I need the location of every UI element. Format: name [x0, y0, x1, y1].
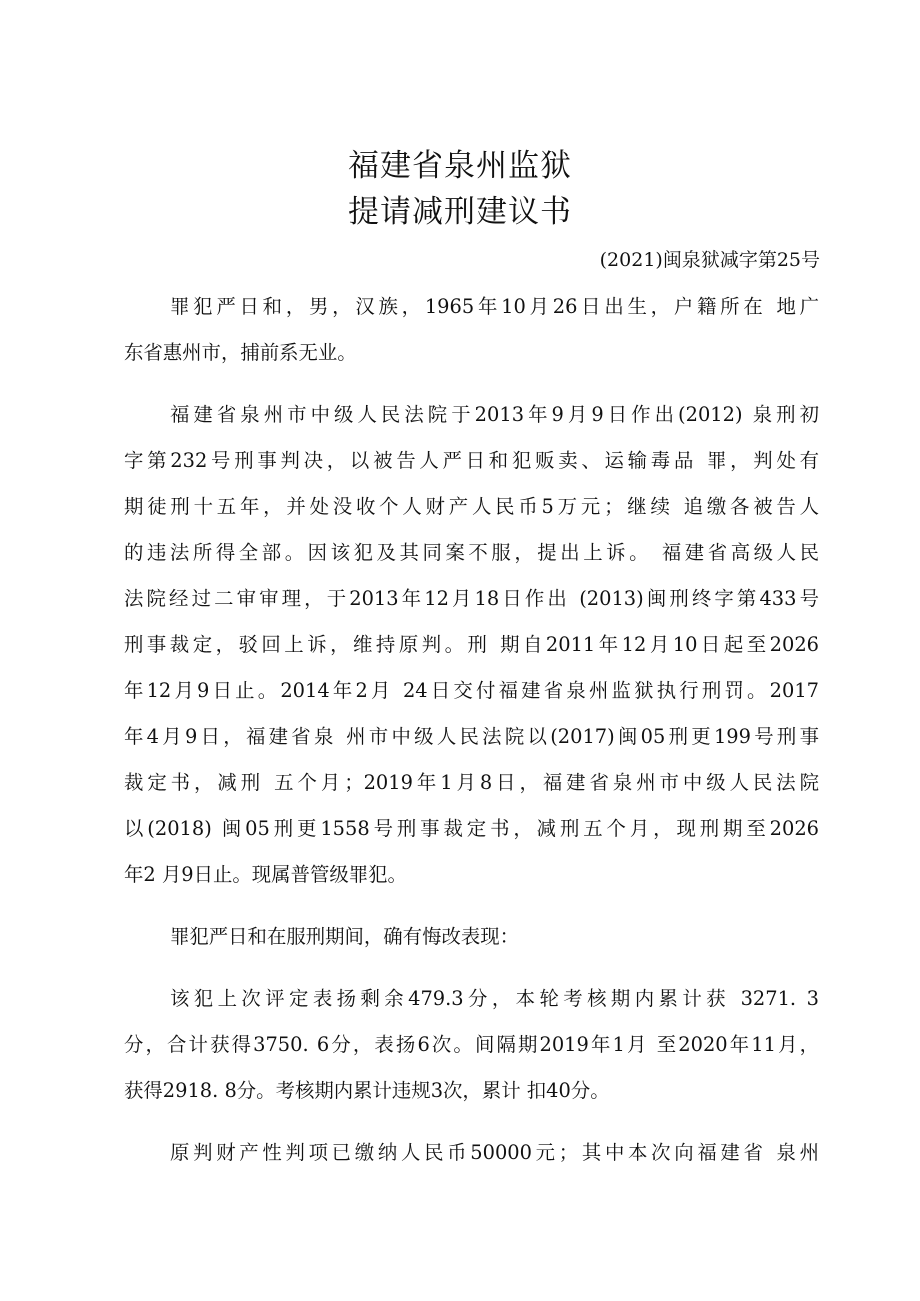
text-line: 以(2018) 闽05刑更1558号刑事裁定书，减刑五个月，现刑期至2026: [124, 817, 819, 840]
paragraph-sentence-history: [124, 392, 819, 898]
paragraph-property-payment: [124, 1130, 819, 1176]
paragraph-personal-info: [124, 284, 819, 376]
text-line: 年12月9日止。2014年2月 24日交付福建省泉州监狱执行刑罚。2017: [124, 679, 819, 702]
text-line: 法院经过二审审理，于2013年12月18日作出 (2013)闽刑终字第433号: [124, 587, 819, 610]
document-title-line-2: 提请减刑建议书: [348, 194, 572, 230]
text-line: 该犯上次评定表扬剩余479.3分，本轮考核期内累计获 3271. 3: [170, 987, 819, 1010]
paragraph-assessment-scores: [124, 976, 819, 1114]
document-number: (2021)闽泉狱减字第25号: [599, 249, 820, 271]
text-line: 分，合计获得3750. 6分，表扬6次。间隔期2019年1月 至2020年11月，: [124, 1033, 819, 1056]
text-line: 福建省泉州市中级人民法院于2013年9月9日作出(2012) 泉刑初: [170, 403, 819, 426]
text-line: 年2 月9日止。现属普管级罪犯。: [124, 863, 407, 886]
text-line: 字第232号刑事判决，以被告人严日和犯贩卖、运输毒品 罪，判处有: [124, 449, 819, 472]
text-line: 原判财产性判项已缴纳人民币50000元；其中本次向福建省 泉州: [170, 1141, 819, 1164]
text-line: 裁定书，减刑 五个月；2019年1月8日，福建省泉州市中级人民法院: [124, 771, 819, 794]
text-line: 刑事裁定，驳回上诉，维持原判。刑 期自2011年12月10日起至2026: [124, 633, 819, 656]
text-line: 获得2918. 8分。考核期内累计违规3次，累计 扣40分。: [124, 1079, 610, 1102]
text-line: 年4月9日，福建省泉 州市中级人民法院以(2017)闽05刑更199号刑事: [124, 725, 819, 748]
text-line: 罪犯严日和在服刑期间，确有悔改表现：: [170, 925, 520, 948]
paragraph-repentance-intro: [124, 914, 819, 960]
document-body: [124, 284, 819, 1192]
document-title-line-1: 福建省泉州监狱: [348, 148, 572, 184]
text-line: 罪犯严日和，男，汉族，1965年10月26日出生，户籍所在 地广: [170, 295, 819, 318]
text-line: 东省惠州市，捕前系无业。: [124, 341, 357, 364]
text-line: 的违法所得全部。因该犯及其同案不服，提出上诉。 福建省高级人民: [124, 541, 819, 564]
text-line: 期徒刑十五年，并处没收个人财产人民币5万元；继续 追缴各被告人: [124, 495, 819, 518]
